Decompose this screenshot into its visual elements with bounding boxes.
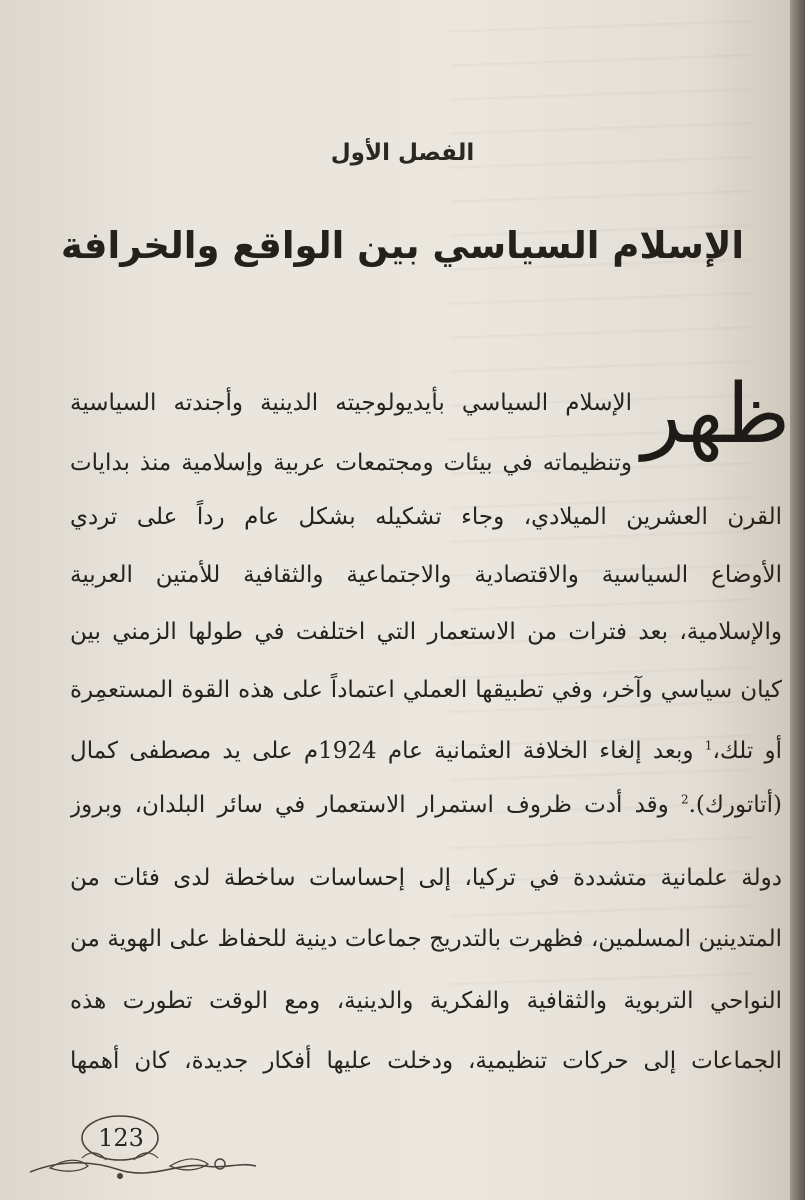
text-line: الأوضاع السياسية والاقتصادية والاجتماعية والثقافية للأمتين العربية: [70, 562, 782, 588]
page-number: 123: [98, 1124, 144, 1152]
text-line: كيان سياسي وآخر، وفي تطبيقها العملي اعتماداً على هذه القوة المستعمِرة: [70, 677, 782, 703]
chapter-label: الفصل الأول: [330, 140, 475, 166]
line-fragment: أو تلك،: [712, 738, 782, 764]
chapter-title: الإسلام السياسي بين الواقع والخرافة: [60, 224, 745, 267]
footnote-marker[interactable]: 2: [680, 792, 689, 807]
drop-cap-word: ظهر: [641, 367, 790, 462]
text-line-footnote-2: [70, 785, 782, 825]
text-line: القرن العشرين الميلادي، وجاء تشكيله بشكل عام رداً على تردي: [70, 504, 782, 530]
page-number-ornament: [20, 1100, 280, 1190]
line-fragment: وقد أدت ظروف استمرار الاستعمار في سائر البلدان، وبروز: [70, 792, 681, 818]
text-line-footnote-1: [70, 731, 782, 771]
text-line: دولة علمانية متشددة في تركيا، إلى إحساسات ساخطة لدى فئات من: [70, 865, 782, 891]
text-line: الجماعات إلى حركات تنظيمية، ودخلت عليها أفكار جديدة، كان أهمها: [70, 1048, 782, 1074]
line-fragment: وبعد إلغاء الخلافة العثمانية عام 1924م على يد مصطفى كمال: [70, 738, 705, 764]
text-line: النواحي التربوية والثقافية والفكرية والدينية، ومع الوقت تطورت هذه: [70, 988, 782, 1014]
text-line: المتدينين المسلمين، فظهرت بالتدريج جماعات دينية للحفاظ على الهوية من: [70, 926, 782, 952]
text-line: الإسلام السياسي بأيديولوجيته الدينية وأجندته السياسية: [70, 390, 632, 416]
line-fragment: (أتاتورك).: [688, 792, 782, 818]
footnote-marker[interactable]: 1: [704, 738, 713, 753]
book-spine: [790, 0, 805, 1200]
text-line: والإسلامية، بعد فترات من الاستعمار التي اختلفت في طولها الزمني بين: [70, 619, 782, 645]
text-line: وتنظيماته في بيئات ومجتمعات عربية وإسلامية منذ بدايات: [70, 450, 632, 476]
